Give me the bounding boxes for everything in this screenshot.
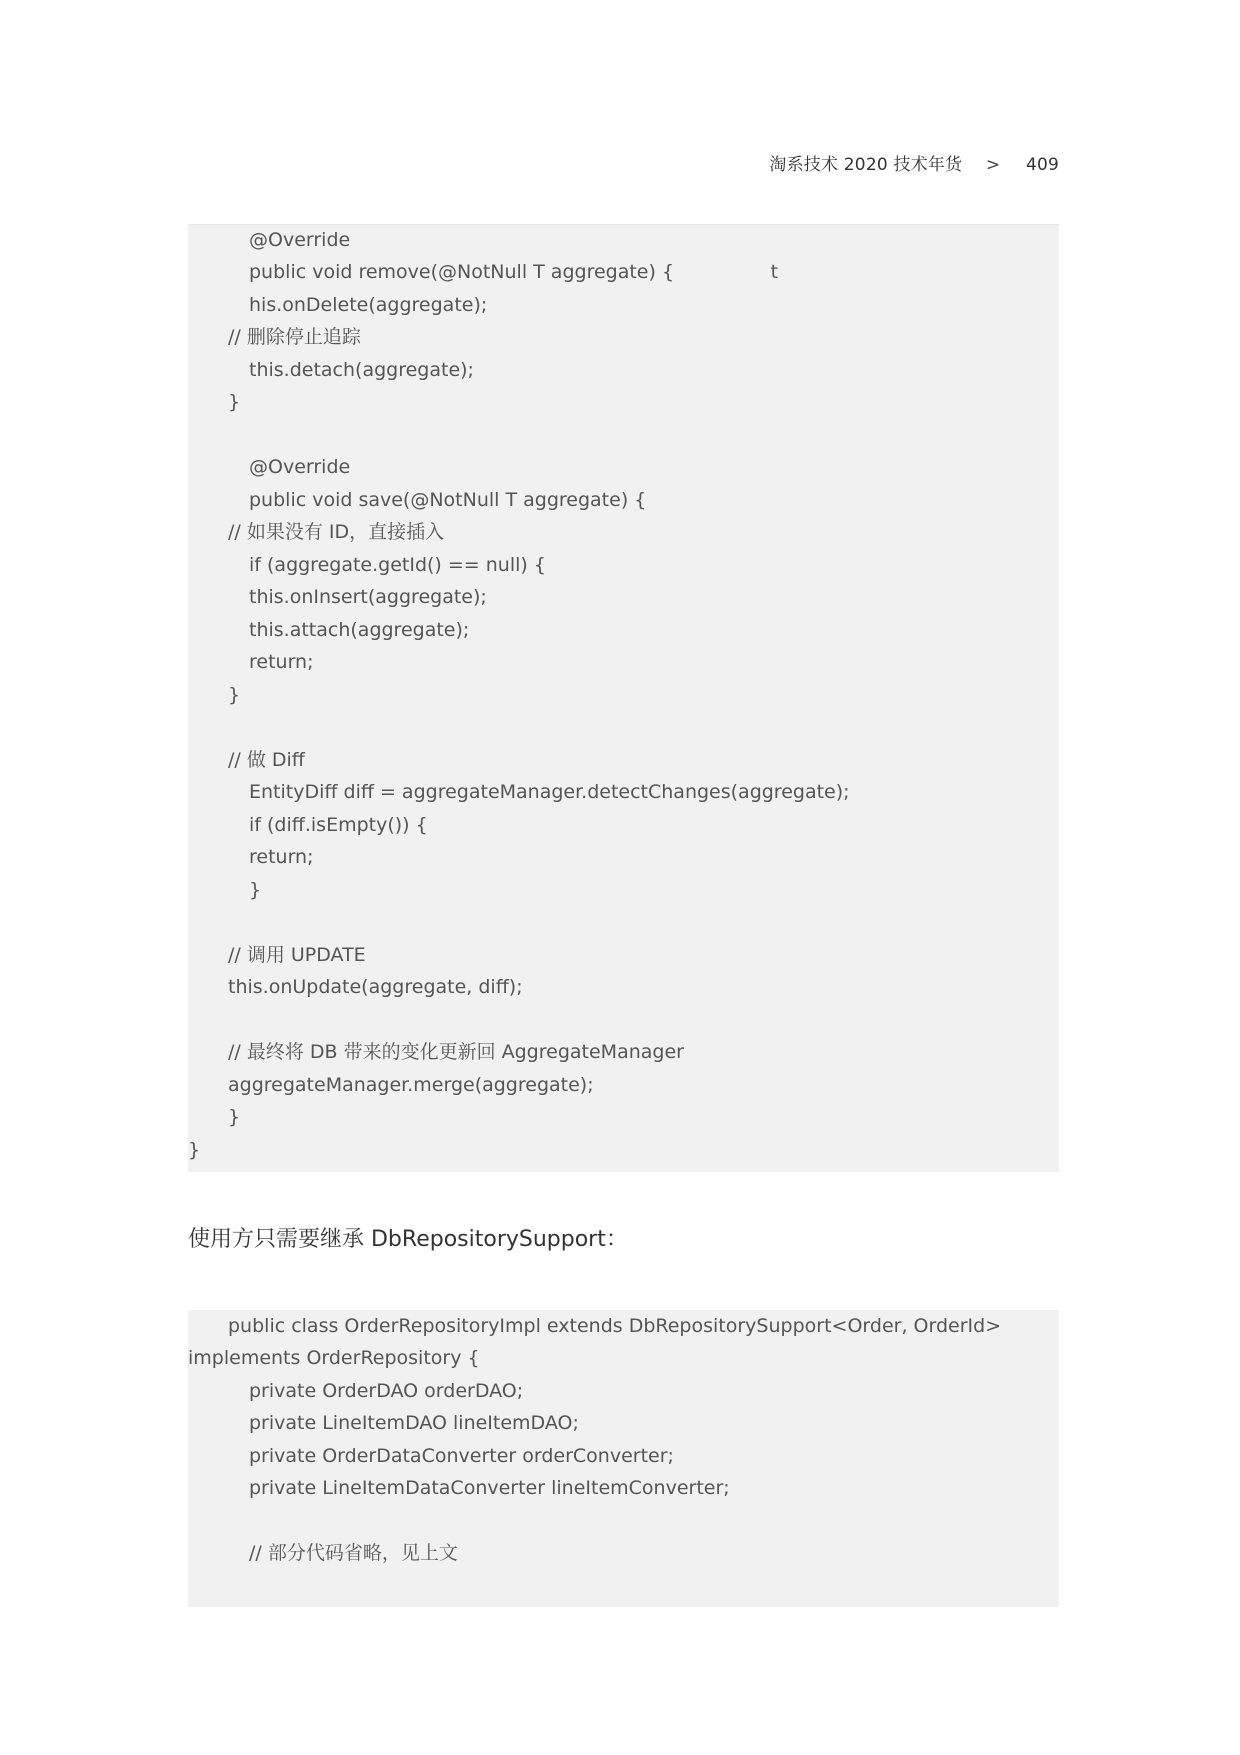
code-line: this.onUpdate(aggregate, diff); (228, 976, 523, 998)
header-separator: > (985, 155, 1001, 175)
code-line: private OrderDataConverter orderConverter; (249, 1445, 674, 1467)
code-line: } (228, 684, 241, 706)
code-line: } (249, 879, 262, 901)
code-line: this.onInsert(aggregate); (249, 586, 487, 608)
code-line: EntityDiff diff = aggregateManager.detectChanges(aggregate); (249, 781, 850, 803)
code-line: // 部分代码省略，见上文 (249, 1542, 458, 1564)
code-line: // 如果没有 ID，直接插入 (228, 521, 445, 543)
code-line: if (diff.isEmpty()) { (249, 814, 428, 836)
code-line: // 调用 UPDATE (228, 944, 366, 966)
code-line: this.attach(aggregate); (249, 619, 470, 641)
page-header (769, 150, 1059, 175)
code-line: if (aggregate.getId() == null) { (249, 554, 546, 576)
code-line: @Override (249, 456, 351, 478)
code-line: return; (249, 846, 314, 868)
code-line: public class OrderRepositoryImpl extends DbRepositorySupport<Order, OrderId> (228, 1315, 1002, 1337)
page-number: 409 (1025, 155, 1059, 175)
code-line: private LineItemDAO lineItemDAO; (249, 1412, 579, 1434)
code-line: implements OrderRepository { (188, 1347, 480, 1369)
code-block-repository-support (188, 224, 1059, 1172)
code-line: // 最终将 DB 带来的变化更新回 AggregateManager (228, 1041, 684, 1063)
code-line (188, 1004, 228, 1036)
header-title: 淘系技术 2020 技术年货 (769, 155, 963, 175)
code-line: } (188, 1139, 201, 1161)
code-line (188, 1505, 249, 1537)
code-line (188, 419, 249, 451)
code-line: private LineItemDataConverter lineItemConverter; (249, 1477, 730, 1499)
code-line: } (228, 391, 241, 413)
body-paragraph: 使用方只需要继承 DbRepositorySupport： (188, 1227, 628, 1252)
code-line: // 做 Diff (228, 749, 305, 771)
code-line: private OrderDAO orderDAO; (249, 1380, 524, 1402)
code-line: } (228, 1106, 241, 1128)
code-line: public void save(@NotNull T aggregate) { (249, 489, 647, 511)
code-line: this.detach(aggregate); (249, 359, 474, 381)
code-block-order-repository (188, 1310, 1059, 1607)
code-line: public void remove(@NotNull T aggregate) { t (249, 261, 779, 283)
code-line (188, 906, 228, 938)
code-line: his.onDelete(aggregate); (249, 294, 488, 316)
code-line: @Override (249, 229, 351, 251)
code-line: // 删除停止追踪 (228, 326, 361, 348)
code-line: return; (249, 651, 314, 673)
code-line: aggregateManager.merge(aggregate); (228, 1074, 594, 1096)
code-line (188, 711, 228, 743)
